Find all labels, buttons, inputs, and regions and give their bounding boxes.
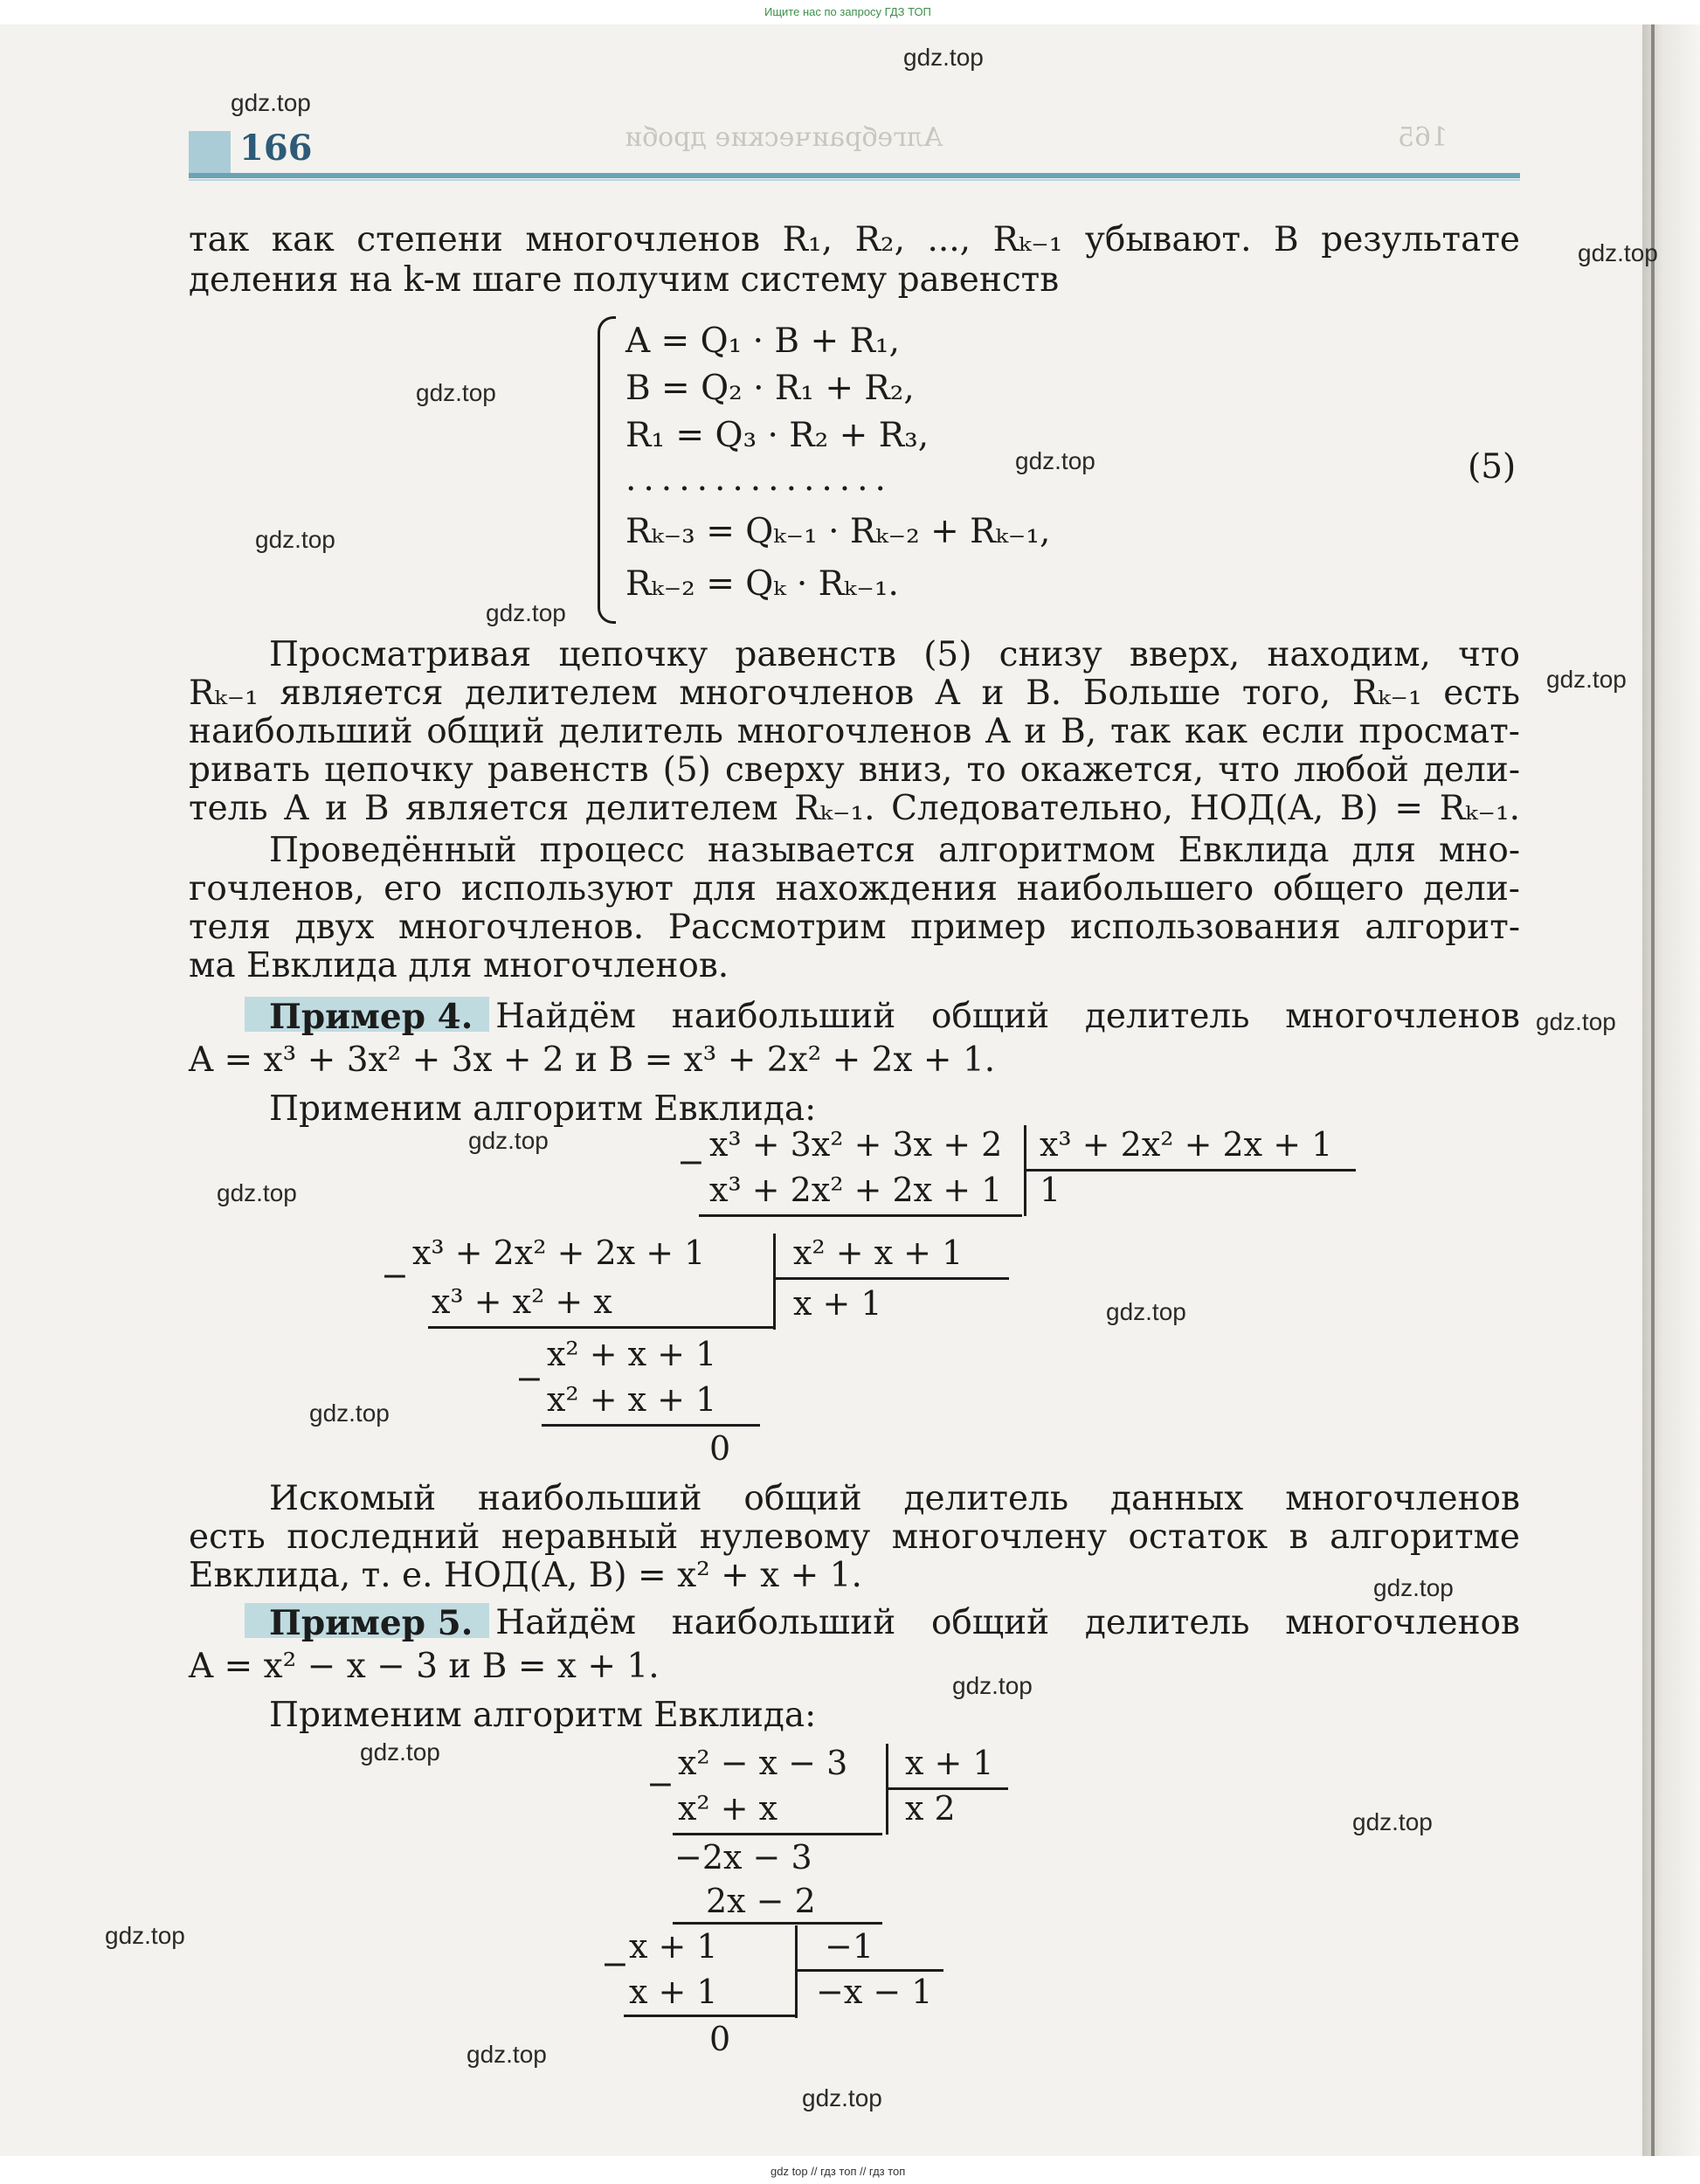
ex4-div1-dividend: x³ + 3x² + 3x + 2 [709,1125,1003,1164]
ex5-div2-divisor: −1 [825,1927,874,1966]
intro-line-2: деления на k-м шаге получим систему равенств [189,260,1060,300]
conclusion4-line-2: есть последний неравный нулевому многочлену остаток в алгоритме [189,1517,1520,1557]
conclusion4-line-3: Евклида, т. е. НОД(A, B) = x² + x + 1. [189,1556,862,1595]
ex4-div1-divisor: x³ + 2x² + 2x + 1 [1040,1125,1333,1164]
system-eq-1: A = Q₁ · B + R₁, [625,321,900,361]
ex5-div1-result-line [673,1833,882,1835]
para1-line-1: Просматривая цепочку равенств (5) снизу вверх, находим, что [269,635,1520,674]
ex5-div2-quotient: −x − 1 [816,1973,933,2011]
ex4-div2-zero: 0 [709,1429,731,1468]
para2-line-3: теля двух многочленов. Рассмотрим пример использования алгорит- [189,908,1520,947]
watermark: gdz.top [468,1127,549,1154]
ex4-div2-minus-2: − [515,1359,543,1398]
para1-line-4: ривать цепочку равенств (5) сверху вниз, то окажется, что любой дели- [189,750,1520,790]
conclusion4-line-1: Искомый наибольший общий делитель данных многочленов [269,1479,1520,1518]
example5-apply: Применим алгоритм Евклида: [269,1696,817,1735]
ex5-div1-minus: − [646,1765,674,1803]
watermark: gdz.top [217,1179,297,1206]
ex5-div2-subtrahend: x + 1 [629,1973,718,2011]
header-rule [189,173,1520,178]
para1-line-3: наибольший общий делитель многочленов A и B, так как если просмат- [189,712,1520,751]
ex4-div1-divisor-line [1024,1169,1356,1171]
watermark: gdz.top [416,379,496,406]
ex4-div2-quotient: x + 1 [793,1284,882,1323]
ex5-div2-divisor-line [795,1969,943,1972]
header-rule-light [189,179,1520,181]
system-brace [598,316,616,624]
ex5-div2-minus: − [601,1945,629,1983]
para2-line-4: ма Евклида для многочленов. [189,946,729,985]
example4-polys: A = x³ + 3x² + 3x + 2 и B = x³ + 2x² + 2x + 1. [189,1040,996,1080]
watermark: gdz.top [1015,447,1095,474]
example4-heading [269,998,1520,1036]
example5-polys: A = x² − x − 3 и B = x + 1. [189,1647,660,1686]
para2-line-1: Проведённый процесс называется алгоритмом Евклида для мно- [269,831,1520,870]
para1-line-5: тель A и B является делителем Rₖ₋₁. Следовательно, НОД(A, B) = Rₖ₋₁. [189,789,1520,828]
system-eq-3: R₁ = Q₃ · R₂ + R₃, [625,416,929,455]
ex4-div2-minus: − [381,1256,409,1295]
ex5-div2-result-line [624,2015,795,2017]
top-banner: Ищите нас по запросу ГДЗ ТОП [764,5,931,18]
ex4-div2-result-line [428,1326,773,1329]
watermark: gdz.top [486,599,566,626]
ex4-div2-divisor: x² + x + 1 [793,1234,964,1272]
watermark: gdz.top [255,526,335,553]
watermark: gdz.top [1546,666,1627,693]
ex5-div1-remainder: −2x − 3 [674,1838,812,1876]
ex4-div2-divisor-line [773,1277,1009,1280]
ex5-div1-dividend: x² − x − 3 [678,1744,848,1782]
intro-line-1: так как степени многочленов R₁, R₂, ..., Rₖ₋₁ убывают. В результате [189,220,1520,259]
ex5-div1-divisor: x + 1 [905,1744,994,1782]
ex4-div1-result-line [699,1214,1022,1217]
para2-line-2: гочленов, его используют для нахождения наибольшего общего дели- [189,869,1520,909]
watermark: gdz.top [802,2084,882,2111]
watermark: gdz.top [1578,239,1658,266]
system-eq-4: Rₖ₋₃ = Qₖ₋₁ · Rₖ₋₂ + Rₖ₋₁, [625,512,1051,551]
watermark: gdz.top [903,44,984,71]
watermark: gdz.top [1106,1298,1186,1325]
binding-line [1651,24,1655,2156]
watermark: gdz.top [1373,1574,1454,1601]
watermark: gdz.top [466,2041,547,2068]
bottom-banner: gdz top // гдз топ // гдз топ [771,2165,906,2178]
example5-title: Пример 5. [269,1603,473,1643]
bleed-through-page-number: 165 [1398,122,1448,153]
ex4-div2-subtrahend: x³ + x² + x [432,1282,612,1321]
para1-line-2: Rₖ₋₁ является делителем многочленов A и B. Больше того, Rₖ₋₁ есть [189,674,1520,713]
ex4-div2-subtrahend-2: x² + x + 1 [547,1380,717,1419]
ex5-div1-quotient: x 2 [905,1789,956,1828]
ex4-div2-divider [773,1234,776,1330]
ex4-div1-minus: − [677,1143,705,1181]
header-color-block [189,131,231,176]
example5-heading-text: Найдём наибольший общий делитель многочленов [495,1603,1520,1642]
example5-heading [269,1604,1520,1642]
example4-apply: Применим алгоритм Евклида: [269,1089,817,1129]
ex4-div2-result-line-2 [542,1424,760,1427]
bleed-through-header: Алгебраические дроби [625,122,943,153]
ex5-div1-result-line-2 [673,1922,882,1925]
system-label: (5) [1468,447,1517,487]
ex5-div1-subtrahend: x² + x [678,1789,778,1828]
watermark: gdz.top [231,89,311,116]
example4-heading-text: Найдём наибольший общий делитель многочленов [495,997,1520,1036]
ex5-div2-zero: 0 [709,2020,731,2058]
ex5-div2-dividend: x + 1 [629,1927,718,1966]
example4-title: Пример 4. [269,997,473,1037]
ex4-div1-subtrahend: x³ + 2x² + 2x + 1 [709,1171,1003,1209]
watermark: gdz.top [1352,1808,1433,1835]
system-eq-5: Rₖ₋₂ = Qₖ · Rₖ₋₁. [625,564,899,604]
system-eq-2: B = Q₂ · R₁ + R₂, [625,369,915,408]
watermark: gdz.top [1536,1008,1616,1035]
ex4-div2-dividend: x³ + 2x² + 2x + 1 [412,1234,706,1272]
ex4-div1-quotient: 1 [1040,1171,1061,1209]
ex5-div2-divider [795,1925,798,2018]
ex5-div1-subtrahend-2: 2x − 2 [706,1882,816,1920]
system-ellipsis: ............... [625,460,893,499]
watermark: gdz.top [952,1672,1033,1699]
watermark: gdz.top [360,1738,440,1766]
ex4-div2-remainder: x² + x + 1 [547,1335,717,1373]
page-number: 166 [239,128,313,169]
watermark: gdz.top [105,1922,185,1949]
watermark: gdz.top [309,1400,390,1427]
